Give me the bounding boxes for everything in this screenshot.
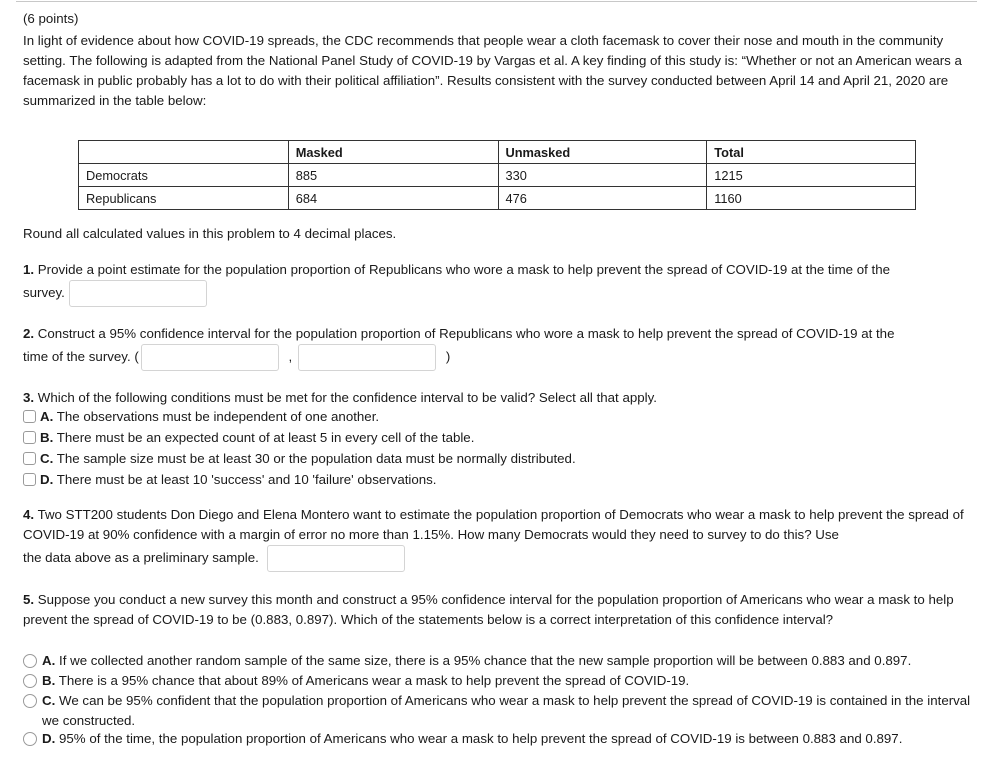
q5-option-c-radio[interactable]	[23, 694, 37, 708]
table-header-cell: Masked	[288, 141, 498, 164]
question-5	[23, 590, 963, 630]
question-4-number: 4.	[23, 507, 35, 522]
option-text: If we collected another random sample of the same size, there is a 95% chance that the new sample proportion will be between 0.883 and 0.897.	[59, 653, 912, 668]
q3-option-c[interactable]	[23, 449, 576, 469]
q2-lower-bound-input[interactable]	[141, 344, 279, 371]
option-letter: A.	[42, 653, 56, 668]
q3-option-b[interactable]	[23, 428, 474, 448]
question-2-text-cont: time of the survey. (	[23, 349, 139, 364]
option-letter: C.	[40, 451, 54, 466]
option-text: There is a 95% chance that about 89% of Americans wear a mask to help prevent the spread of COVID-19.	[58, 673, 690, 688]
table-header-cell	[79, 141, 289, 164]
q5-option-d-radio[interactable]	[23, 732, 37, 746]
rounding-instructions: Round all calculated values in this problem to 4 decimal places.	[23, 226, 397, 241]
option-letter: D.	[40, 472, 54, 487]
option-letter: A.	[40, 409, 54, 424]
table-cell: 476	[498, 187, 707, 210]
table-cell: Democrats	[79, 164, 289, 187]
points-label: (6 points)	[23, 11, 79, 26]
table-header-cell: Unmasked	[498, 141, 707, 164]
interval-separator: ,	[288, 349, 293, 364]
option-text: There must be an expected count of at least 5 in every cell of the table.	[56, 430, 475, 445]
table-cell: 885	[288, 164, 498, 187]
q3-option-b-checkbox[interactable]	[23, 431, 36, 444]
table-cell: 1160	[707, 187, 916, 210]
table-header-cell: Total	[707, 141, 916, 164]
table-cell: 684	[288, 187, 498, 210]
table-header-row	[79, 141, 916, 164]
table-row	[79, 187, 916, 210]
question-5-number: 5.	[23, 592, 35, 607]
q5-option-b-radio[interactable]	[23, 674, 37, 688]
question-1-number: 1.	[23, 262, 35, 277]
question-5-text: Suppose you conduct a new survey this month and construct a 95% confidence interval for the population proportion of Americans who wear a mask to help prevent the spread of COVID-19 to be (0.883, 0.897). Which of the statements below is a correct interpretation of this confidence interval?	[23, 592, 954, 627]
q3-option-c-checkbox[interactable]	[23, 452, 36, 465]
table-row	[79, 164, 916, 187]
option-letter: C.	[42, 693, 56, 708]
question-3-text: Which of the following conditions must be met for the confidence interval to be valid? Select all that apply.	[37, 390, 657, 405]
question-1-answer-line	[23, 279, 207, 307]
question-1	[23, 260, 968, 280]
q4-sample-size-input[interactable]	[267, 545, 405, 572]
question-4-text-cont: the data above as a preliminary sample.	[23, 550, 259, 565]
question-4-answer-line	[23, 544, 405, 572]
option-text: There must be at least 10 'success' and 10 'failure' observations.	[56, 472, 437, 487]
question-2-number: 2.	[23, 326, 35, 341]
question-2-answer-line	[23, 343, 450, 371]
q3-option-a-checkbox[interactable]	[23, 410, 36, 423]
option-text: 95% of the time, the population proportion of Americans who wear a mask to help prevent the spread of COVID-19 is between 0.883 and 0.897.	[59, 731, 903, 746]
table-cell: Republicans	[79, 187, 289, 210]
q2-upper-bound-input[interactable]	[298, 344, 436, 371]
question-3-number: 3.	[23, 390, 35, 405]
top-divider	[16, 1, 977, 2]
question-1-text-cont: survey.	[23, 285, 65, 300]
q3-option-d[interactable]	[23, 470, 437, 490]
table-cell: 330	[498, 164, 707, 187]
survey-table	[78, 140, 916, 210]
option-text: The sample size must be at least 30 or the population data must be normally distributed.	[56, 451, 576, 466]
option-letter: D.	[42, 731, 56, 746]
option-text: The observations must be independent of one another.	[56, 409, 380, 424]
question-3	[23, 388, 657, 408]
option-letter: B.	[42, 673, 56, 688]
q3-option-d-checkbox[interactable]	[23, 473, 36, 486]
question-2-text: Construct a 95% confidence interval for the population proportion of Republicans who wore a mask to help prevent the spread of COVID-19 at the	[37, 326, 895, 341]
option-letter: B.	[40, 430, 54, 445]
q5-option-a-radio[interactable]	[23, 654, 37, 668]
option-text: We can be 95% confident that the population proportion of Americans who wear a mask to help prevent the spread of COVID-19 is contained in the interval we constructed.	[42, 693, 971, 728]
question-1-text: Provide a point estimate for the population proportion of Republicans who wore a mask to help prevent the spread of COVID-19 at the time of the	[37, 262, 891, 277]
table-cell: 1215	[707, 164, 916, 187]
q3-option-a[interactable]	[23, 407, 379, 427]
q1-point-estimate-input[interactable]	[69, 280, 207, 307]
question-4	[23, 505, 968, 545]
question-4-text: Two STT200 students Don Diego and Elena Montero want to estimate the population proportion of Democrats who wear a mask to help prevent the spread of COVID-19 at 90% confidence with a margin of error no more than 1.15%. How many Democrats would they need to survey to do this? Use	[23, 507, 964, 542]
intro-paragraph: In light of evidence about how COVID-19 spreads, the CDC recommends that people wear a cloth facemask to cover their nose and mouth in the community setting. The following is adapted from the National Panel Study of COVID-19 by Vargas et al. A key finding of this study is: “Whether or not an American wears a facemask in public probably has a lot to do with their political affiliation”. Results consistent with the survey conducted between April 14 and April 21, 2020 are summarized in the table below:	[23, 33, 962, 108]
question-2	[23, 324, 968, 344]
interval-close-paren: )	[445, 349, 451, 364]
